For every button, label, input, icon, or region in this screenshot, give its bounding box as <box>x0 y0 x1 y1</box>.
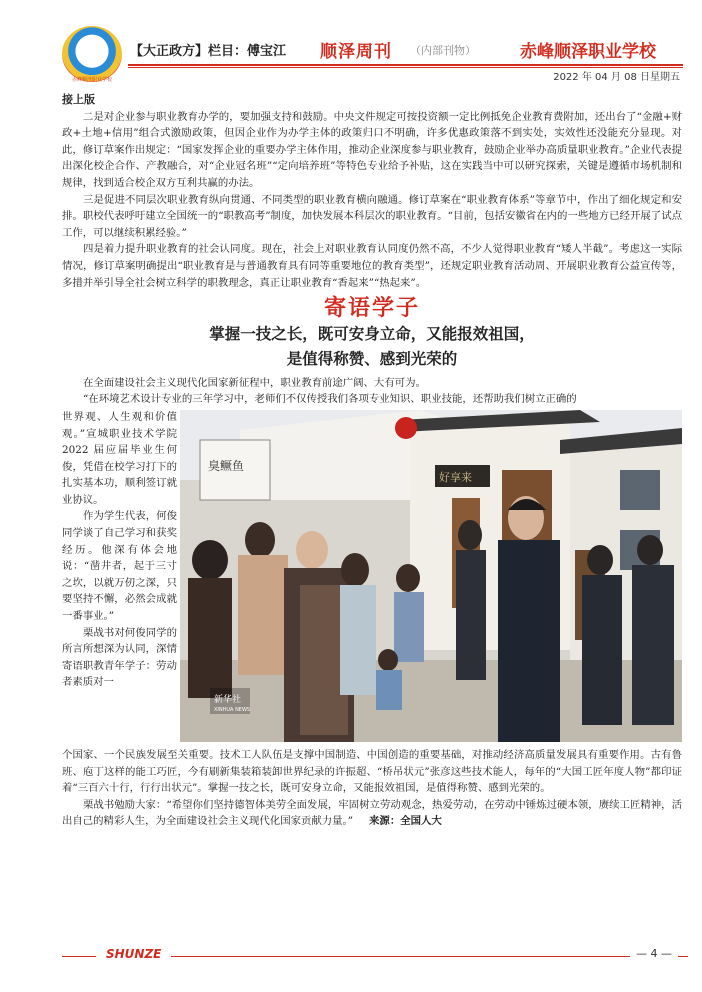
photo-watermark-en: XINHUA NEWS <box>214 706 251 713</box>
article-paragraph: 三是促进不同层次职业教育纵向贯通、不同类型的职业教育横向融通。修订草案在“职业教育体系”等章节中，作出了细化规定和安排。职校代表呼吁建立全国统一的“职教高考”制度，加快发展本科层次的职业教育。“目前，包括安徽省在内的一些地方已经开展了试点工作，可以继续积累经验。” <box>62 193 682 239</box>
narrow-column <box>62 409 177 691</box>
feature-paragraph: 个国家、一个民族发展至关重要。技术工人队伍是支撑中国制造、中国创造的重要基础，对推动经济高质量发展具有重要作用。古有鲁班、庖丁这样的能工巧匠，今有刷新集装箱装卸世界纪录的许振超、“桥吊状元”张彦这些技术能人，每年的“大国工匠年度人物”都印证着“三百六十行，行行出状元”。掌握一技之长，既可安身立命，又能报效祖国，是值得称赞、感到光荣的。 <box>62 748 682 795</box>
narrow-paragraph: 世界观、人生观和价值观。”宣城职业技术学院 2022 届应届毕业生何俊，凭借在校学习打下的扎实基本功，顺利签订就业协议。 <box>62 410 177 506</box>
logo-caption: 赤峰顺泽职业学校 <box>71 77 112 83</box>
headline-line-2: 是值得称赞、感到光荣的 <box>286 348 458 368</box>
source-credit: 来源：全国人大 <box>369 815 442 828</box>
footer-brand: SHUNZE <box>96 947 171 961</box>
school-logo-icon <box>62 26 122 82</box>
publication-subtitle: （内部刊物） <box>410 44 476 57</box>
continued-label: 接上版 <box>62 93 95 106</box>
page-header <box>0 0 702 86</box>
section-title: 寄语学子 <box>323 295 420 322</box>
narrow-paragraph: 作为学生代表，何俊同学谈了自己学习和获奖经历。他深有体会地说：“凿井者，起于三寸之坎，以就万仞之深，只要坚持不懈，必然会成就一番事业。” <box>62 510 177 623</box>
issue-date: 2022 年 04 月 08 日星期五 <box>553 72 680 83</box>
shop-sign-text: 臭鳜鱼 <box>208 458 245 473</box>
shop-sign-2-text: 好享来 <box>439 470 472 484</box>
feature-paragraph: “在环境艺术设计专业的三年学习中，老师们不仅传授我们各项专业知识、职业技能，还帮助我们树立正确的 <box>83 393 577 406</box>
school-name: 赤峰顺泽职业学校 <box>520 42 656 62</box>
page-content <box>62 92 682 830</box>
news-photo <box>180 410 682 742</box>
text-photo-wrap <box>62 409 682 747</box>
headline-line-1: 掌握一技之长，既可安身立命，又能报效祖国， <box>209 323 535 343</box>
photo-watermark: 新华社 <box>214 694 242 705</box>
publication-title: 顺泽周刊 <box>320 42 392 62</box>
news-photo-illustration <box>180 410 682 742</box>
article-paragraph: 四是着力提升职业教育的社会认同度。现在，社会上对职业教育认同度仍然不高，不少人觉得职业教育“矮人半截”。考虑这一实际情况，修订草案明确提出“职业教育是与普通教育具有同等重要地位的教育类型”，还规定职业教育活动周、开展职业教育公益宣传等，多措并举引导全社会树立科学的职教理念，真正让职业教育“香起来”“热起来”。 <box>62 243 682 289</box>
feature-paragraph: 在全面建设社会主义现代化国家新征程中，职业教育前途广阔、大有可为。 <box>83 376 426 389</box>
feature-paragraph <box>62 797 682 830</box>
closing-quote: 栗战书勉励大家：“希望你们坚持德智体美劳全面发展，牢固树立劳动观念，热爱劳动，在劳动中锤炼过硬本领，赓续工匠精神，活出自己的精彩人生，为全面建设社会主义现代化国家贡献力量。” <box>62 798 682 828</box>
narrow-paragraph: 栗战书对何俊同学的所言所想深为认同，深情寄语职教青年学子：劳动者素质对一 <box>62 626 177 689</box>
page-number: — 4 — <box>630 947 678 960</box>
article-paragraph: 二是对企业参与职业教育办学的，要加强支持和鼓励。中央文件规定可按投资额一定比例抵免企业教育费附加，还出台了“金融+财政+土地+信用”组合式激励政策，但因企业作为办学主体的政策归口不明确，许多优惠政策落不到实处，实效性还没能充分显现。对此，修订草案作出规定：“国家发挥企业的重要办学主体作用，推动企业深度参与职业教育，鼓励企业举办高质量职业教育。”企业代表提出深化校企合作、产教融合，对“企业冠名班”“定向培养班”等特色专业给予补贴，这在实践当中可以研究探索，关键是遵循市场机制和规律，找到适合校企双方互利共赢的办法。 <box>62 110 682 189</box>
header-rule <box>128 64 683 66</box>
column-line: 【大正政方】栏目：傅宝江 <box>130 44 287 59</box>
